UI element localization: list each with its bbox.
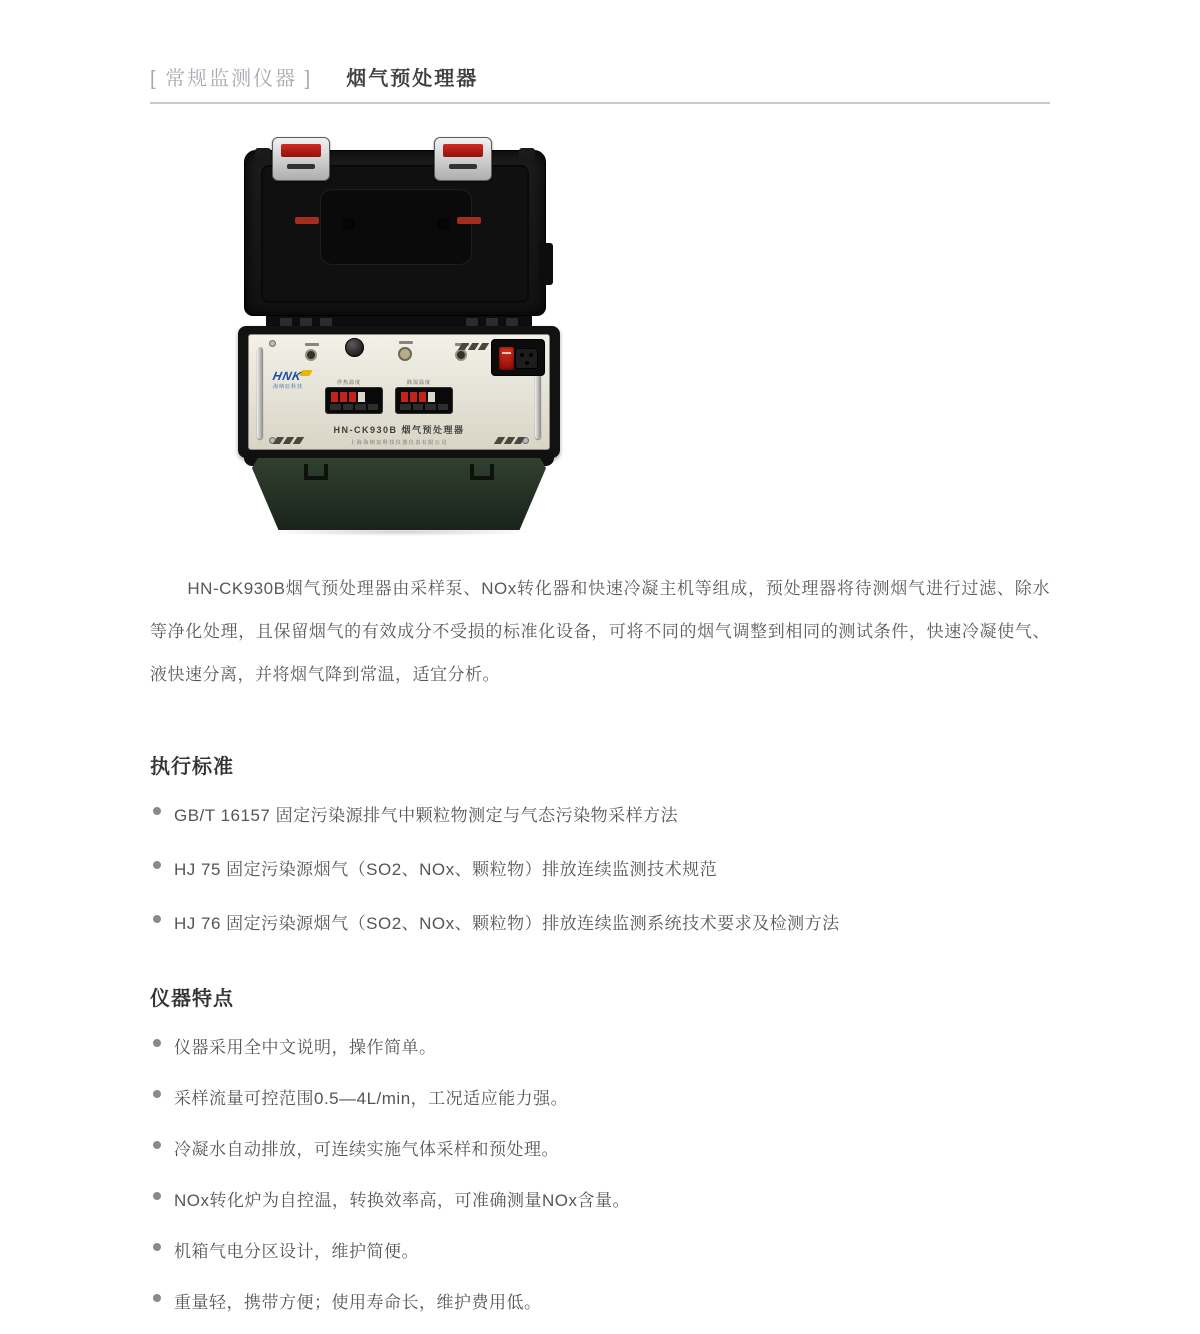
features-list	[150, 1033, 1050, 1313]
control-panel	[248, 334, 550, 450]
feature-text: 仪器采用全中文说明，操作简单。	[174, 1038, 437, 1057]
list-item	[150, 1033, 1050, 1058]
feature-text: 采样流量可控范围0.5—4L/min，工况适应能力强。	[174, 1089, 569, 1108]
recess-detail	[343, 218, 355, 230]
socket-pin	[520, 353, 524, 357]
standard-text: HJ 76 固定污染源烟气（SO2、NOx、颗粒物）排放连续监测系统技术要求及检测方法	[174, 914, 840, 933]
port-label	[305, 343, 319, 346]
lid-ear	[519, 148, 535, 159]
feature-text: NOx转化炉为自控温，转换效率高，可准确测量NOx含量。	[174, 1191, 630, 1210]
standard-text: HJ 75 固定污染源烟气（SO2、NOx、颗粒物）排放连续监测技术规范	[174, 860, 718, 879]
list-item	[150, 1084, 1050, 1109]
list-item	[150, 801, 1050, 826]
device-model-label: HN-CK930B 烟气预处理器	[333, 425, 465, 435]
power-socket	[515, 348, 538, 369]
bullet-icon	[153, 807, 161, 815]
feature-text: 冷凝水自动排放，可连续实施气体采样和预处理。	[174, 1140, 559, 1159]
latch-slot	[449, 164, 477, 169]
hinge-tooth	[506, 318, 518, 326]
control-knob	[345, 338, 364, 357]
recess-detail	[437, 218, 449, 230]
latch-red-clip	[443, 144, 483, 157]
bullet-icon	[153, 1192, 161, 1200]
socket-pin	[525, 361, 529, 365]
hinge-tooth	[320, 318, 332, 326]
latch-red-clip	[281, 144, 321, 157]
latch-catch	[295, 217, 319, 224]
device-front	[238, 326, 560, 458]
socket-pin	[529, 353, 533, 357]
feature-text: 重量轻，携带方便；使用寿命长，维护费用低。	[174, 1293, 542, 1312]
list-item	[150, 855, 1050, 880]
product-photo-area	[150, 104, 1050, 566]
display-label-right: 除湿温度	[407, 380, 432, 386]
feature-text: 机箱气电分区设计，维护简便。	[174, 1242, 419, 1261]
page-title: 烟气预处理器	[346, 68, 479, 90]
hinge-tooth	[466, 318, 478, 326]
lid-ear	[255, 148, 271, 159]
latch-slot	[287, 164, 315, 169]
port-label	[399, 341, 413, 344]
case-body	[252, 458, 546, 530]
bullet-icon	[153, 1141, 161, 1149]
device-photo	[238, 144, 563, 534]
power-module	[491, 339, 545, 376]
screw-icon	[269, 340, 276, 347]
bullet-icon	[153, 915, 161, 923]
latch-catch	[457, 217, 481, 224]
vent-slots	[460, 343, 487, 350]
lid-side-tab	[539, 243, 553, 285]
latch-hook	[470, 464, 494, 480]
bullet-icon	[153, 1243, 161, 1251]
bullet-icon	[153, 1090, 161, 1098]
page-header	[150, 0, 1050, 91]
hinge-tooth	[280, 318, 292, 326]
display-label-left: 伴热温度	[337, 380, 362, 386]
features-heading: 仪器特点	[150, 988, 234, 1010]
hinge-tooth	[486, 318, 498, 326]
list-item	[150, 1288, 1050, 1313]
standards-list	[150, 801, 1050, 934]
breadcrumb-category[interactable]: [ 常规监测仪器 ]	[150, 68, 313, 90]
temperature-display	[325, 387, 383, 414]
bullet-icon	[153, 1294, 161, 1302]
hinge-tooth	[300, 318, 312, 326]
list-item	[150, 1237, 1050, 1262]
panel-company-text: 上海海纳辰科技仪器仪表有限公司	[350, 440, 448, 446]
flue-gas-port	[398, 347, 412, 361]
bullet-icon	[153, 861, 161, 869]
latch-icon	[272, 137, 330, 181]
logo-mark: HNK	[271, 369, 304, 383]
standards-heading: 执行标准	[150, 756, 234, 778]
logo-caption: 海纳辰科技	[273, 384, 304, 390]
product-description: HN-CK930B烟气预处理器由采样泵、NOx转化器和快速冷凝主机等组成，预处理器将待测烟气进行过滤、除水等净化处理，且保留烟气的有效成分不受损的标准化设备，可将不同的烟气调整到相同的测试条件，快速冷凝使气、液快速分离，并将烟气降到常温，适宜分析。	[150, 579, 1050, 684]
temperature-display	[395, 387, 453, 414]
brand-logo	[273, 369, 329, 395]
list-item	[150, 1135, 1050, 1160]
bullet-icon	[153, 1039, 161, 1047]
list-item	[150, 1186, 1050, 1211]
case-shadow	[264, 528, 536, 536]
gas-inlet-port	[305, 349, 317, 361]
standard-text: GB/T 16157 固定污染源排气中颗粒物测定与气态污染物采样方法	[174, 806, 679, 825]
power-switch-mark	[502, 352, 511, 354]
lid-handle-recess	[320, 189, 472, 265]
gas-outlet-port	[455, 349, 467, 361]
list-item	[150, 909, 1050, 934]
latch-hook	[304, 464, 328, 480]
power-switch	[499, 347, 514, 370]
latch-icon	[434, 137, 492, 181]
